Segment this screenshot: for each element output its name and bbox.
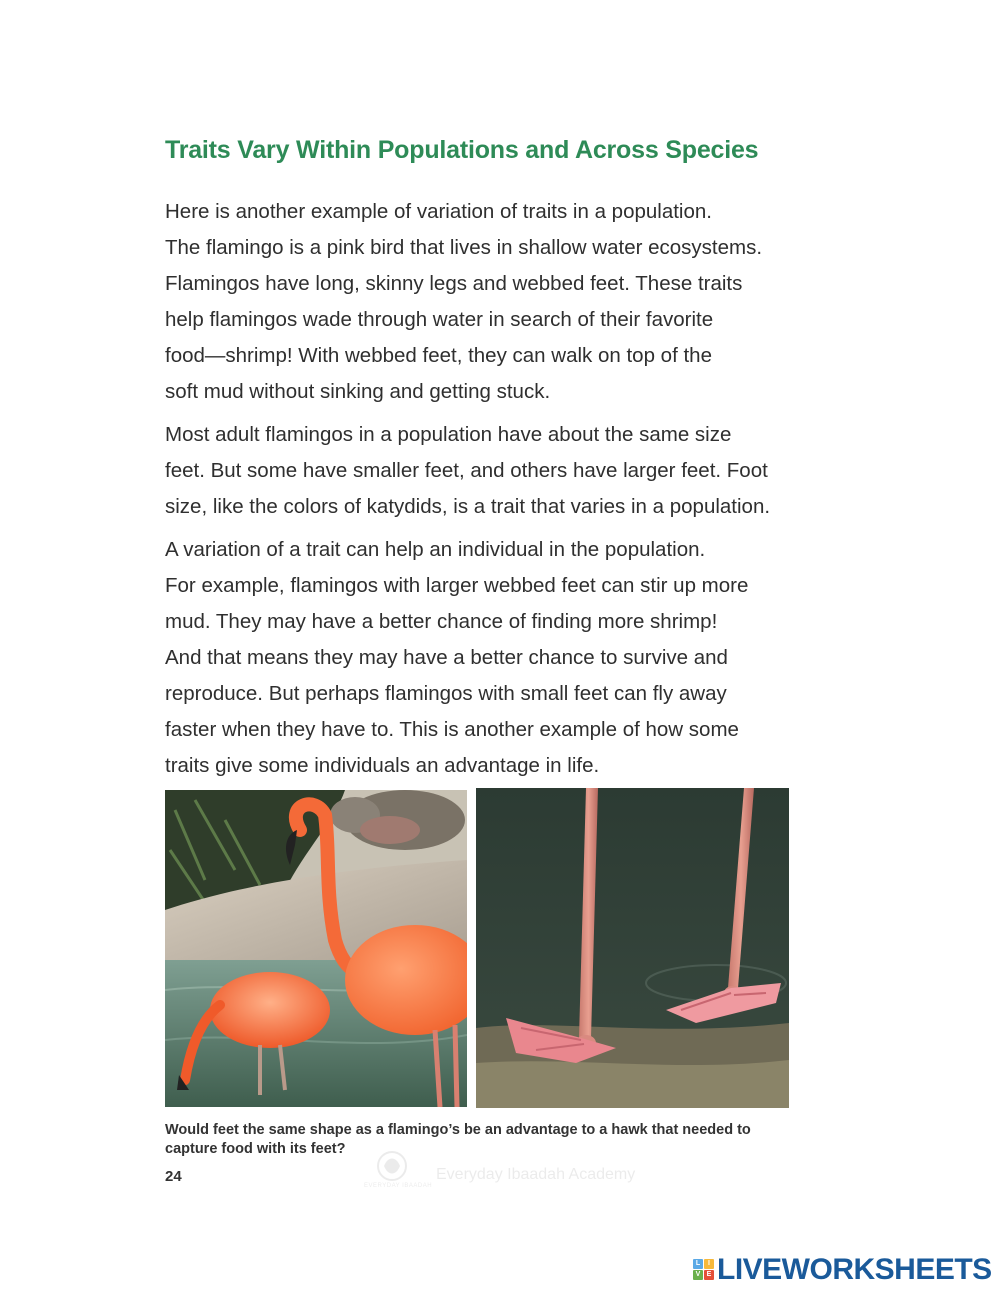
text-line: food—shrimp! With webbed feet, they can walk on top of the xyxy=(165,344,712,367)
text-line: reproduce. But perhaps flamingos with small feet can fly away xyxy=(165,682,727,705)
text-line: A variation of a trait can help an individual in the population. xyxy=(165,538,706,561)
watermark-text: Everyday Ibaadah Academy xyxy=(436,1166,636,1183)
text-line: For example, flamingos with larger webbed feet can stir up more xyxy=(165,574,749,597)
text-line: mud. They may have a better chance of finding more shrimp! xyxy=(165,610,718,633)
liveworksheets-brand[interactable] xyxy=(693,1253,993,1289)
paragraph-3 xyxy=(165,532,825,784)
body-text xyxy=(165,194,825,791)
page-heading: Traits Vary Within Populations and Across Species xyxy=(165,136,759,164)
brand-name: LIVEWORKSHEETS xyxy=(717,1253,992,1286)
liveworksheets-logo-icon: L I V E xyxy=(693,1259,715,1281)
text-line: And that means they may have a better chance to survive and xyxy=(165,646,728,669)
watermark xyxy=(362,1150,662,1200)
text-line: Most adult flamingos in a population have about the same size xyxy=(165,423,732,446)
caption-line: Would feet the same shape as a flamingo’s be an advantage to a hawk that needed to xyxy=(165,1122,751,1138)
flamingo-feet-photo xyxy=(476,788,789,1108)
caption-line: capture food with its feet? xyxy=(165,1141,346,1157)
text-line: faster when they have to. This is another example of how some xyxy=(165,718,739,741)
text-line: size, like the colors of katydids, is a trait that varies in a population. xyxy=(165,495,771,518)
watermark-emblem-text: EVERYDAY IBAADAH xyxy=(364,1183,433,1189)
page-number: 24 xyxy=(165,1168,182,1185)
text-line: feet. But some have smaller feet, and others have larger feet. Foot xyxy=(165,459,768,482)
text-line: The flamingo is a pink bird that lives in shallow water ecosystems. xyxy=(165,236,763,259)
text-line: help flamingos wade through water in search of their favorite xyxy=(165,308,714,331)
paragraph-1 xyxy=(165,194,825,410)
text-line: traits give some individuals an advantage in life. xyxy=(165,754,600,777)
paragraph-2 xyxy=(165,417,825,525)
text-line: Flamingos have long, skinny legs and webbed feet. These traits xyxy=(165,272,743,295)
flamingos-wading-photo xyxy=(165,790,467,1107)
text-line: Here is another example of variation of traits in a population. xyxy=(165,200,712,223)
text-line: soft mud without sinking and getting stuck. xyxy=(165,380,551,403)
